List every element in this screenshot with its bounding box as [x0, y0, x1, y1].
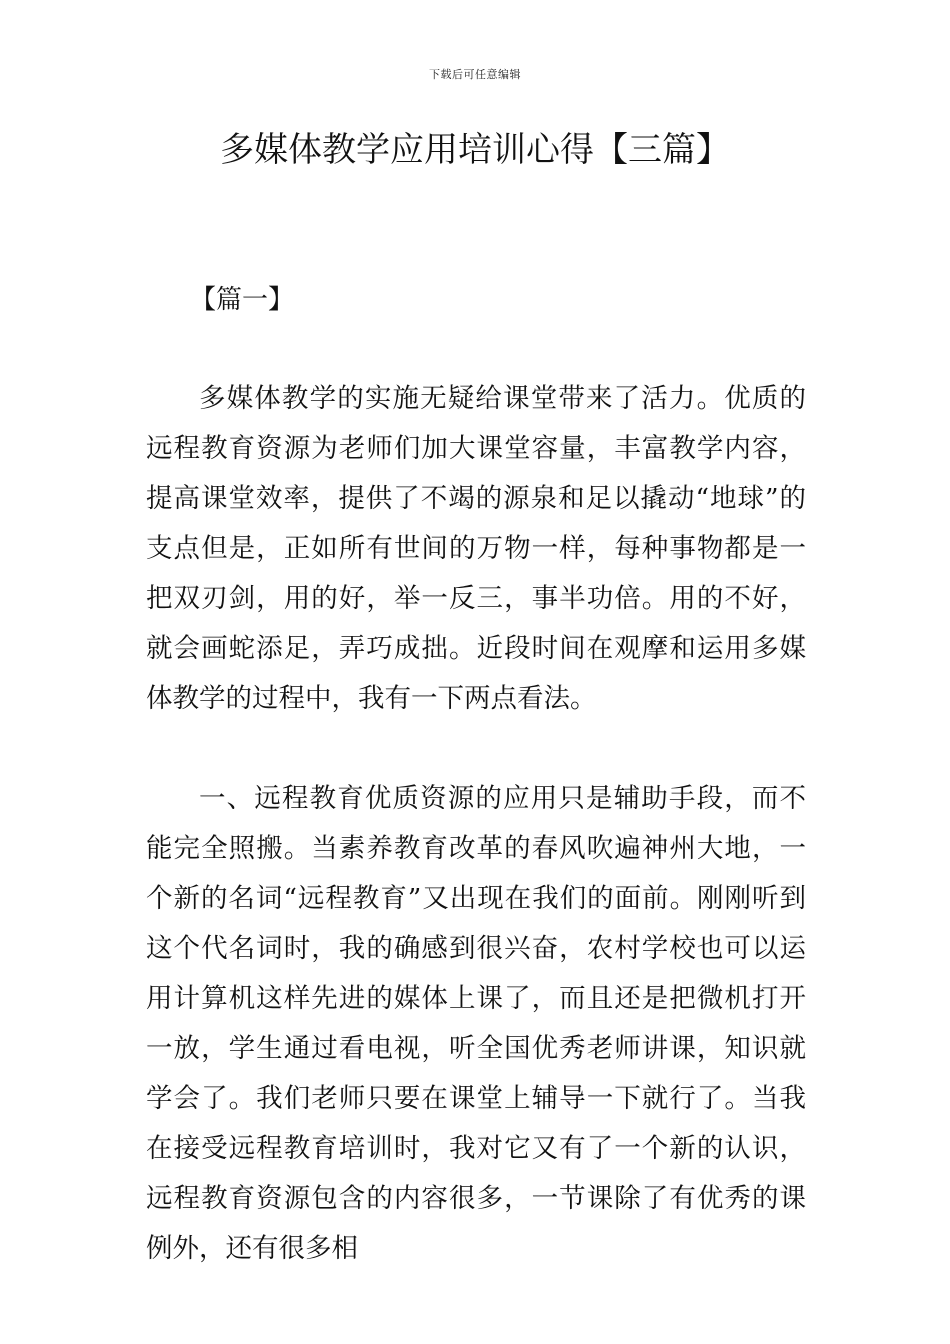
- section-label: 【篇一】: [190, 285, 295, 315]
- header-note: 下载后可任意编辑: [429, 68, 521, 81]
- page-title: 多媒体教学应用培训心得【三篇】: [220, 130, 730, 170]
- body-paragraph-1: 多媒体教学的实施无疑给课堂带来了活力。优质的远程教育资源为老师们加大课堂容量，丰富教学内容，提高课堂效率，提供了不竭的源泉和足以撬动“地球”的支点但是，正如所有世间的万物一样，每种事物都是一把双刃剑，用的好，举一反三，事半功倍。用的不好，就会画蛇添足，弄巧成拙。近段时间在观摩和运用多媒体教学的过程中，我有一下两点看法。: [146, 383, 806, 714]
- body-paragraph-2: 一、远程教育优质资源的应用只是辅助手段，而不能完全照搬。当素养教育改革的春风吹遍神州大地，一个新的名词“远程教育”又出现在我们的面前。刚刚听到这个代名词时，我的确感到很兴奋，农村学校也可以运用计算机这样先进的媒体上课了，而且还是把微机打开一放，学生通过看电视，听全国优秀老师讲课，知识就学会了。我们老师只要在课堂上辅导一下就行了。当我在接受远程教育培训时，我对它又有了一个新的认识，远程教育资源包含的内容很多，一节课除了有优秀的课例外，还有很多相: [146, 783, 806, 1264]
